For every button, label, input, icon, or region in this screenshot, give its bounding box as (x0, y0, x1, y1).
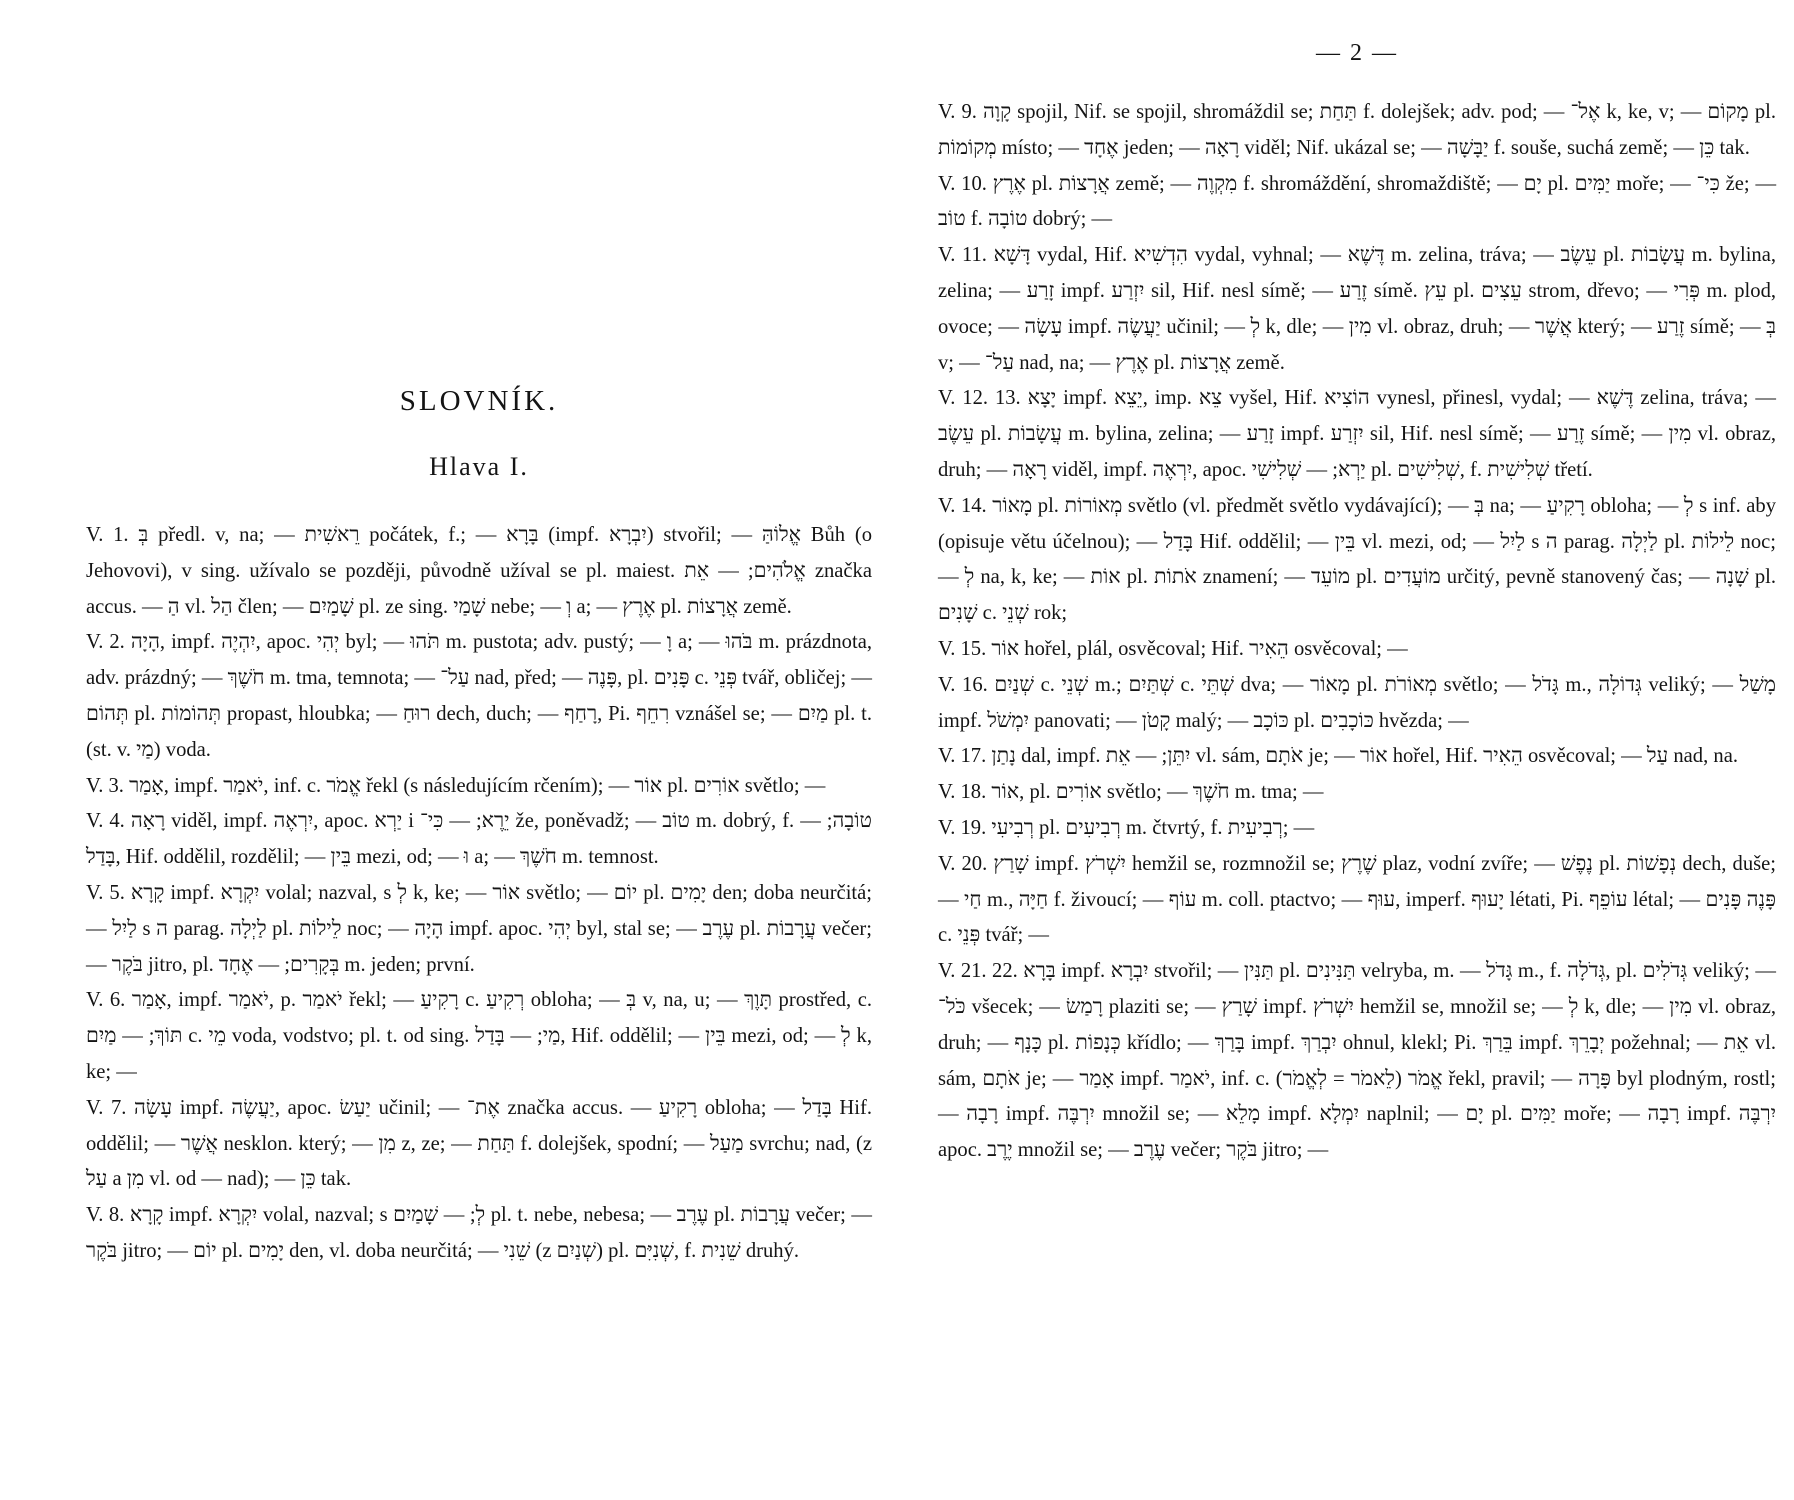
verse-entry-15: V. 15. אוֹר hořel, plál, osvěcoval; Hif. הֵאִיר osvěcoval; — (938, 637, 1408, 660)
page-title: SLOVNÍK. (399, 385, 559, 417)
verse-entry-12-13: V. 12. 13. יָצָא impf. יֵצֵא, imp. צֵא vyšel, Hif. הוֹצִיא vynesl, přinesl, vydal; — דֶּשֶׁא zelina, tráva; — עֵשֶׂב pl. עֲשָׂבוֹת m. bylina, zelina; — זָרַע impf. יִזְרַע sil, Hif. nesl símě; — זֶרַע símě; — מִין vl. obraz, druh; — רָאָה viděl, impf. יִרְאֶה, apoc. יַרְא; — שְׁלִישִׁי pl. שְׁלִישִׁים, f. שְׁלִישִׁית třetí. (938, 387, 1776, 481)
verse-entry-8: V. 8. קָרָא impf. יִקְרָא volal, nazval; s לְ; — שָׁמַיִם pl. t. nebe, nebesa; — עֶרֶב pl. עֲרָבוֹת večer; — בֹּקֶר jitro; — יוֹם pl. יָמִים den, vl. doba neurčitá; — שֵׁנִי (z שְׁנַיִם) pl. שְׁנִיִּם, f. שֵׁנִית druhý. (86, 1204, 872, 1262)
verse-entry-20: V. 20. שָׁרַץ impf. יִשְׁרֹץ hemžil se, rozmnožil se; שֶׁרֶץ plaz, vodní zvíře; — נֶפֶשׁ pl. נְפָשׁוֹת dech, duše; — חַי m., חַיָּה f. živoucí; — עוֹף m. coll. ptactvo; — עוּף, imperf. יָעוּף létati, Pi. עוֹפֵף létal; — פָּנֶה פָּנִים c. פְּנֵי tvář; — (938, 852, 1777, 947)
verse-entry-5: V. 5. קָרָא impf. יִקְרָא volal; nazval, s לְ k, ke; — אוֹר světlo; — יוֹם pl. יָמִים den; doba neurčitá; — לַיִל s ה parag. לַיְלָה pl. לֵילוֹת noc; — הָיָה impf. apoc. יְהִי byl, stal se; — עֶרֶב pl. עֲרָבוֹת večer; — בֹּקֶר jitro, pl. בְּקָרִים; — אֶחָד m. jeden; první. (86, 881, 873, 976)
verse-entry-1: V. 1. בְּ předl. v, na; — רֵאשִׁית počátek, f.; — בָּרָא (impf. יִבְרָא) stvořil; — אֱלוֹהַּ Bůh (o Jehovovi), v sing. užívalo se později, původně užíval se pl. maiest. אֱלֹהִים; — אֵת značka accus. — הַ vl. הַל člen; — שָׁמַיִם pl. ze sing. שָׁמַי nebe; — וְ a; — אֶרֶץ pl. אֲרָצוֹת země. (86, 524, 873, 618)
left-entries (86, 518, 872, 1270)
verse-entry-19: V. 19. רְבִיעִי pl. רְבִיעִים m. čtvrtý, f. רְבִיעִית; — (938, 816, 1315, 839)
verse-entry-6: V. 6. אָמַר, impf. יֹאמַר, p. יֹאמַר řekl; — רָקִיעַ c. רְקִיעַ obloha; — בְּ v, na, u; — תָּוֶךְ prostřed, c. תּוֹךְ; — מַיִם c. מֵי voda, vodstvo; pl. t. od sing. מַי; — בָּדַל, Hif. oddělil; — בֵּין mezi, od; — לְ k, ke; — (86, 989, 872, 1083)
verse-entry-11: V. 11. דָּשָׁא vydal, Hif. הִדְשִׁיא vydal, vyhnal; — דֶּשֶׁא m. zelina, tráva; — עֵשֶׂב pl. עֲשָׂבוֹת m. bylina, zelina; — זָרַע impf. יִזְרַע sil, Hif. nesl símě; — זֶרַע símě. עֵץ pl. עֵצִים strom, dřevo; — פְּרִי m. plod, ovoce; — עָשָׂה impf. יַעֲשֶׂה učinil; — לְ k, dle; — מִין vl. obraz, druh; — אֲשֶׁר který; — זֶרַע símě; — בְּ v; — עַל־ nad, na; — אֶרֶץ pl. אֲרָצוֹת země. (938, 244, 1777, 374)
right-entries (938, 95, 1776, 1169)
verse-entry-2: V. 2. הָיָה, impf. יִהְיֶה, apoc. יְהִי byl; — תֹּהוּ m. pustota; adv. pustý; — וָ a; — בֹּהוּ m. prázdnota, adv. prázdný; — חֹשֶׁךְ m. tma, temnota; — עַל־ nad, před; — פָּנֶה, pl. פָּנִים c. פְּנֵי tvář, obličej; — תְּהוֹם pl. תְּהוֹמוֹת propast, hloubka; — רוּחַ dech, duch; — רָחַף, Pi. רִחֵף vznášel se; — מַיִם pl. t. (st. v. מַי) voda. (86, 631, 873, 761)
verse-entry-9: V. 9. קָוָה spojil, Nif. se spojil, shromáždil se; תַּחַת f. dolejšek; adv. pod; — אֶל־ k, ke, v; — מָקוֹם pl. מְקוֹמוֹת místo; — אֶחָד jeden; — רָאָה viděl; Nif. ukázal se; — יַבָּשָׁה f. souše, suchá země; — כֵּן tak. (938, 101, 1776, 159)
chapter-heading: Hlava I. (429, 452, 529, 481)
verse-entry-21-22: V. 21. 22. בָּרָא impf. יִבְרָא stvořil; — תַּנִּין pl. תַּנִּינִים velryba, m. — גָּדֹל m., f. גְּדֹלָה, pl. גְּדֹלִים veliký; — כֹּל־ všecek; — רָמַשׂ plaziti se; — שָׁרַץ impf. יִשְׁרֹץ hemžil se, množil se; — לְ k, dle; — מִין vl. obraz, druh; — כָּנָף pl. כְּנָפוֹת křídlo; — בָּרַךְ impf. יִבְרַךְ ohnul, klekl; Pi. בֵּרַךְ impf. יְבָרֵךְ požehnal; — אֵת vl. sám, אֹתָם je; — אָמַר impf. יֹאמַר, inf. c. אֱמֹר (לֵאמֹר = לְאֱמֹר) řekl, pravil; — פָּרָה byl plodným, rostl; — רָבָה impf. יִרְבֶּה množil se; — מָלֵא impf. יִמְלָא naplnil; — יָם pl. יַמִּים moře; — רָבָה impf. יִרְבֶּה apoc. יֶרֶב množil se; — עֶרֶב večer; בֹּקֶר jitro; — (938, 960, 1777, 1162)
verse-entry-7: V. 7. עָשָׂה impf. יַעֲשֶׂה, apoc. יַעַשׂ učinil; — אֶת־ značka accus. — רָקִיעַ obloha; — בָּדַל Hif. oddělil; — אֲשֶׁר nesklon. který; — מִן z, ze; — תַּחַת f. dolejšek, spodní; — מַעַל svrchu; nad, (z עַל a מִן vl. od — nad); — כֵּן tak. (86, 1096, 873, 1191)
page-number: — 2 — (1316, 40, 1398, 66)
verse-entry-4: V. 4. רָאָה viděl, impf. יִרְאֶה, apoc. יַרְא i יֵרֶא; — כִּי־ že, poněvadž; — טוֹב m. dobrý, f. טוֹבָה; — בָּדַל, Hif. oddělil, rozdělil; — בֵּין mezi, od; — וּ a; — חֹשֶׁךְ m. temnost. (86, 810, 872, 869)
verse-entry-3: V. 3. אָמַר, impf. יֹאמַר, inf. c. אֱמֹר řekl (s následujícím rčením); — אוֹר pl. אוֹרִים světlo; — (86, 774, 826, 797)
verse-entry-14: V. 14. מָאוֹר pl. מְאוֹרוֹת světlo (vl. předmět světlo vydávající); — בְּ na; — רָקִיעַ obloha; — לְ s inf. aby (opisuje větu účelnou); — בָּדַל Hif. oddělil; — בֵּין vl. mezi, od; — לַיִל s ה parag. לַיְלָה pl. לֵילוֹת noc; — לְ na, k, ke; — אוֹת pl. אֹתוֹת znamení; — מוֹעֵד pl. מוֹעֲדִים určitý, pevně stanovený čas; — שָׁנָה pl. שָׁנִים c. שְׁנֵי rok; (938, 494, 1777, 625)
verse-entry-10: V. 10. אֶרֶץ pl. אֲרָצוֹת země; — מִקְוֶה f. shromáždění, shromaždiště; — יָם pl. יַמִּים moře; — כִּי־ že; — טוֹב f. טוֹבָה dobrý; — (938, 172, 1777, 231)
verse-entry-17: V. 17. נָתַן dal, impf. יִתֵּן; — אֵת vl. sám, אֹתָם je; — אוֹר hořel, Hif. הֵאִיר osvěcoval; — עַל nad, na. (938, 745, 1738, 768)
verse-entry-16: V. 16. שְׁנַיִם c. שְׁנֵי m.; שְׁתַּיִם c. שְׁתֵּי dva; — מָאוֹר pl. מְאוֹרֹת světlo; — גָּדֹל m., גְּדוֹלָה veliký; — מָשַׁל impf. יִמְשֹׁל panovati; — קָטֹן malý; — כּוֹכָב pl. כּוֹכָבִים hvězda; — (938, 673, 1777, 732)
verse-entry-18: V. 18. אוֹר, pl. אוֹרִים světlo; — חֹשֶׁךְ m. tma; — (938, 781, 1324, 804)
